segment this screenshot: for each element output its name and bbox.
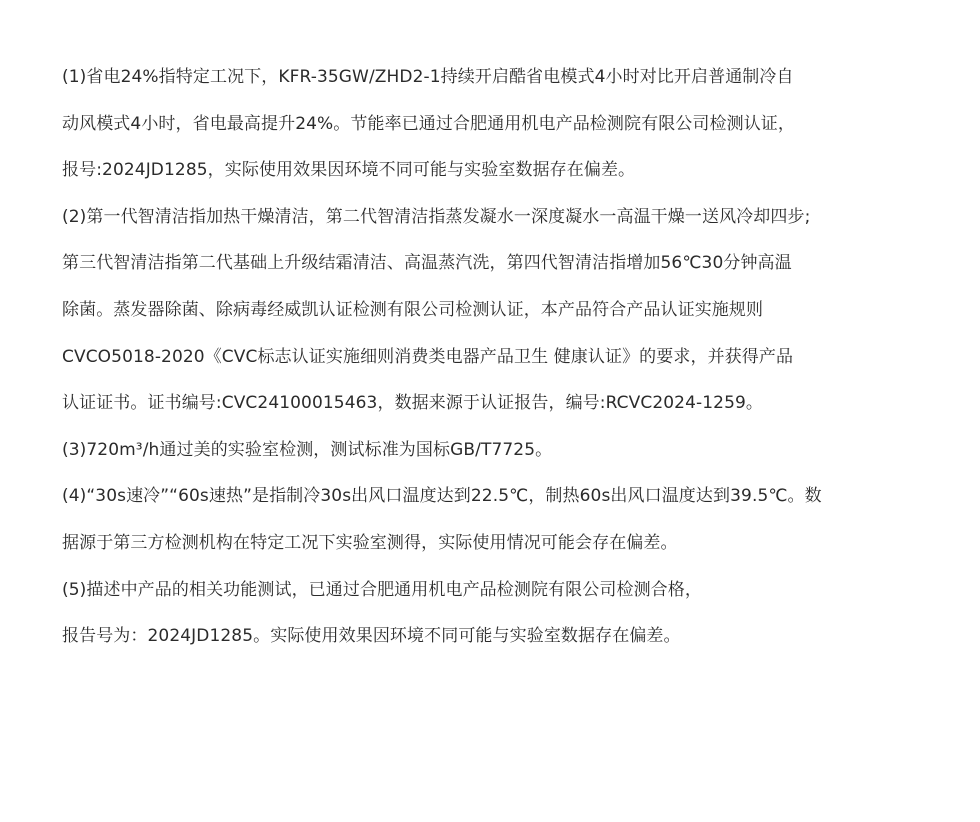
note-1-line-1: (1)省电24%指特定工况下，KFR-35GW/ZHD2-1持续开启酷省电模式4小时对比开启普通制冷自: [62, 67, 794, 87]
note-5-line-1: (5)描述中产品的相关功能测试，已通过合肥通用机电产品检测院有限公司检测合格，: [62, 579, 702, 600]
note-4-line-2: 据源于第三方检测机构在特定工况下实验室测得，实际使用情况可能会存在偏差。: [62, 532, 678, 553]
note-2-line-5: 认证证书。证书编号:CVC24100015463，数据来源于认证报告，编号:RCVC2024-1259。: [62, 393, 763, 414]
note-4-line-1: (4)“30s速冷”“60s速热”是指制冷30s出风口温度达到22.5℃，制热60s出风口温度达到39.5℃。数: [62, 486, 822, 507]
note-1-line-2: 动风模式4小时，省电最高提升24%。节能率已通过合肥通用机电产品检测院有限公司检测认证，: [62, 113, 795, 134]
note-2-line-4: CVCO5018-2020《CVC标志认证实施细则消费类电器产品卫生 健康认证》的要求，并获得产品: [62, 346, 794, 367]
note-2-line-3: 除菌。蒸发器除菌、除病毒经威凯认证检测有限公司检测认证，本产品符合产品认证实施规则: [62, 299, 764, 320]
note-3-line-1: (3)720m³/h通过美的实验室检测，测试标准为国标GB/T7725。: [62, 439, 553, 460]
note-1-line-3: 报号:2024JD1285，实际使用效果因环境不同可能与实验室数据存在偏差。: [62, 160, 636, 181]
note-2-line-1: (2)第一代智清洁指加热干燥清洁，第二代智清洁指蒸发凝水一深度凝水一高温干燥一送风冷却四步;: [62, 206, 811, 227]
disclaimer-notes: [62, 60, 932, 666]
note-5-line-2: 报告号为：2024JD1285。实际使用效果因环境不同可能与实验室数据存在偏差。: [62, 626, 681, 647]
note-2-line-2: 第三代智清洁指第二代基础上升级结霜清洁、高温蒸汽洗，第四代智清洁指增加56℃30分钟高温: [62, 253, 792, 274]
